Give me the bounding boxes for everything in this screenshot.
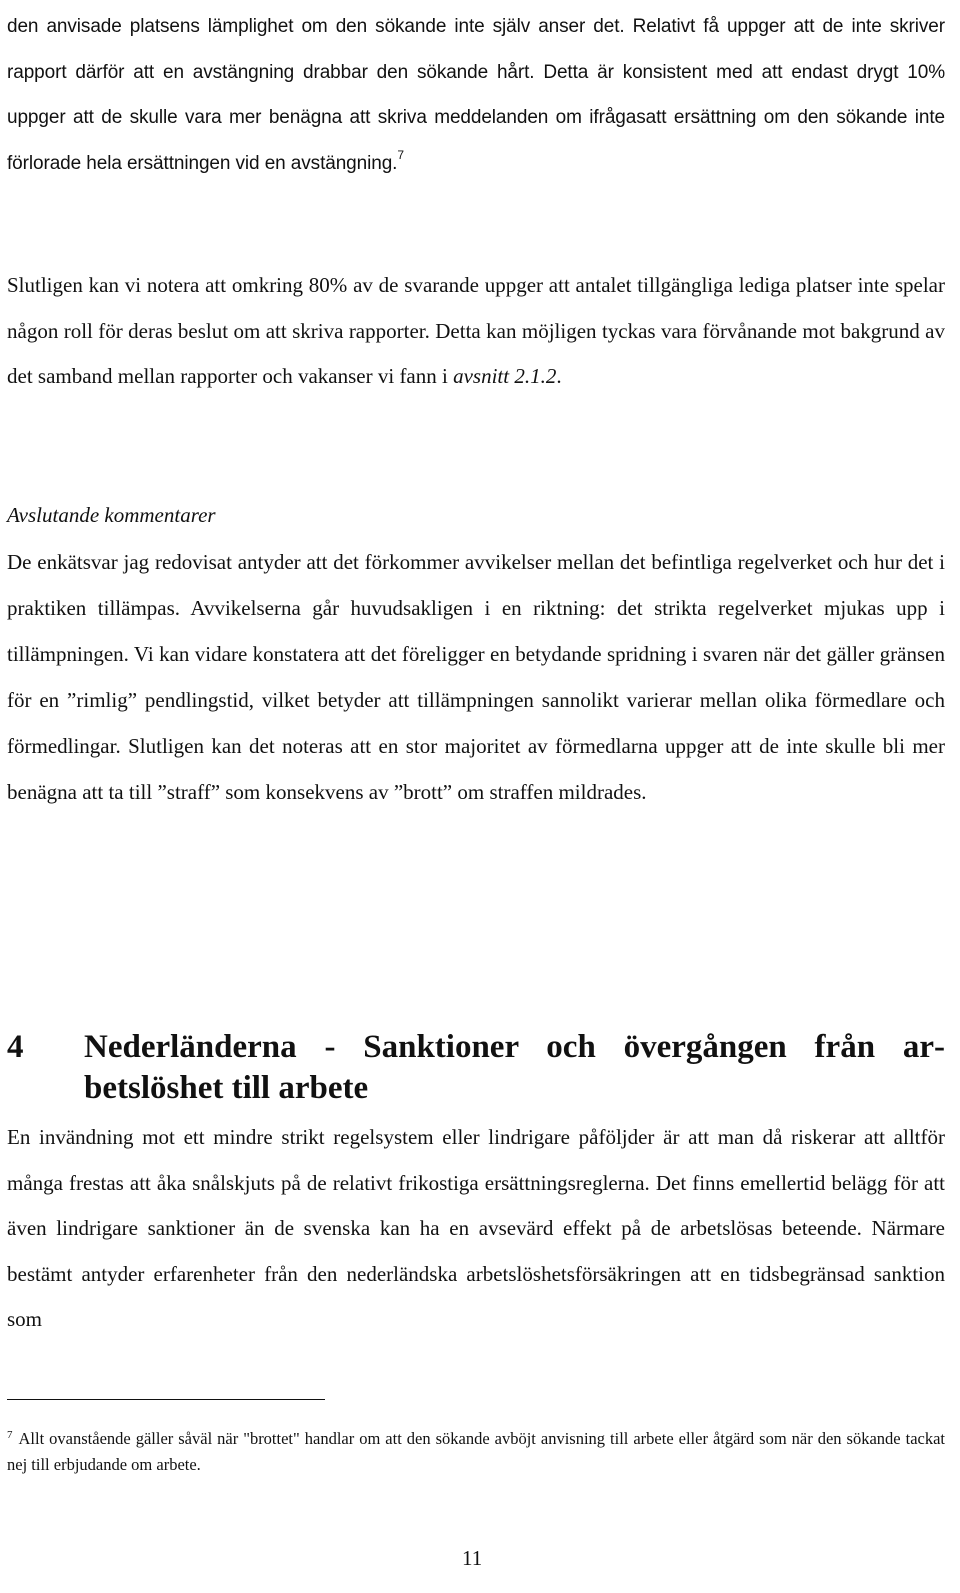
footnote	[7, 1426, 945, 1478]
footnote-reference[interactable]: 7	[397, 148, 404, 163]
footnote-text: Allt ovanstående gäller såväl när "brottet" handlar om att den sökande avböjt anvisning till arbete eller åtgärd som när den sökande tackat nej till erbjudande om arbete.	[7, 1429, 945, 1474]
document-page	[7, 0, 945, 1593]
paragraph-end: .	[556, 364, 562, 389]
paragraph-text: den anvisade platsens lämplighet om den sökande inte själv anser det. Relativt få uppger att de inte skriver rapport därför att en avstängning drabbar den sökande hårt. Detta är konsistent med att endast drygt 10% uppger att de skulle vara mer benägna att skriva meddelanden om ifrågasatt ersättning om den sökande inte förlorade hela ersättningen vid en avstängning.	[7, 16, 945, 174]
chapter-title: Nederländerna - Sanktioner och övergången från arbetslöshet till arbete	[84, 1029, 945, 1106]
section-subheading: Avslutande kommentarer	[7, 503, 216, 527]
chapter-heading	[7, 1027, 945, 1109]
section-reference: avsnitt 2.1.2	[453, 364, 557, 389]
paragraph-survey-results	[7, 4, 945, 186]
chapter-number: 4	[7, 1029, 24, 1065]
page-number: 11	[462, 1546, 483, 1570]
paragraph-concluding-comments: De enkätsvar jag redovisat antyder att det förkommer avvikelser mellan det befintliga regelverket och hur det i praktiken tillämpas. Avvikelserna går huvudsakligen i en riktning: det strikta regelverket mjukas upp i tillämpningen. Vi kan vidare konstatera att det föreligger en betydande spridning i svaren när det gäller gränsen för en ”rimlig” pendlingstid, vilket betyder att tillämpningen sannolikt varierar mellan olika förmedlare och förmedlingar. Slutligen kan det noteras att en stor majoritet av förmedlarna uppger att de inte skulle bli mer benägna att ta till ”straff” som konsekvens av ”brott” om straffen mildrades.	[7, 550, 945, 804]
paragraph-netherlands-intro: En invändning mot ett mindre strikt regelsystem eller lindrigare påföljder är att man då riskerar att alltför många frestas att åka snålskjuts på de relativt frikostiga ersättningsreglerna. Det finns emellertid belägg för att även lindrigare sanktioner än de svenska kan ha en avsevärd effekt på de arbetslösas beteende. Närmare bestämt antyder erfarenheter från den nederländska arbetslöshetsförsäkringen att en tidsbegränsad sanktion som	[7, 1125, 945, 1332]
paragraph-vacancies	[7, 263, 945, 400]
paragraph-text: Slutligen kan vi notera att omkring 80% av de svarande uppger att antalet tillgängliga lediga platser inte spelar någon roll för deras beslut om att skriva rapporter. Detta kan möjligen tyckas vara förvånande mot bakgrund av det samband mellan rapporter och vakanser vi fann i	[7, 273, 945, 389]
footnote-separator	[7, 1399, 325, 1400]
footnote-number: 7	[7, 1428, 13, 1441]
